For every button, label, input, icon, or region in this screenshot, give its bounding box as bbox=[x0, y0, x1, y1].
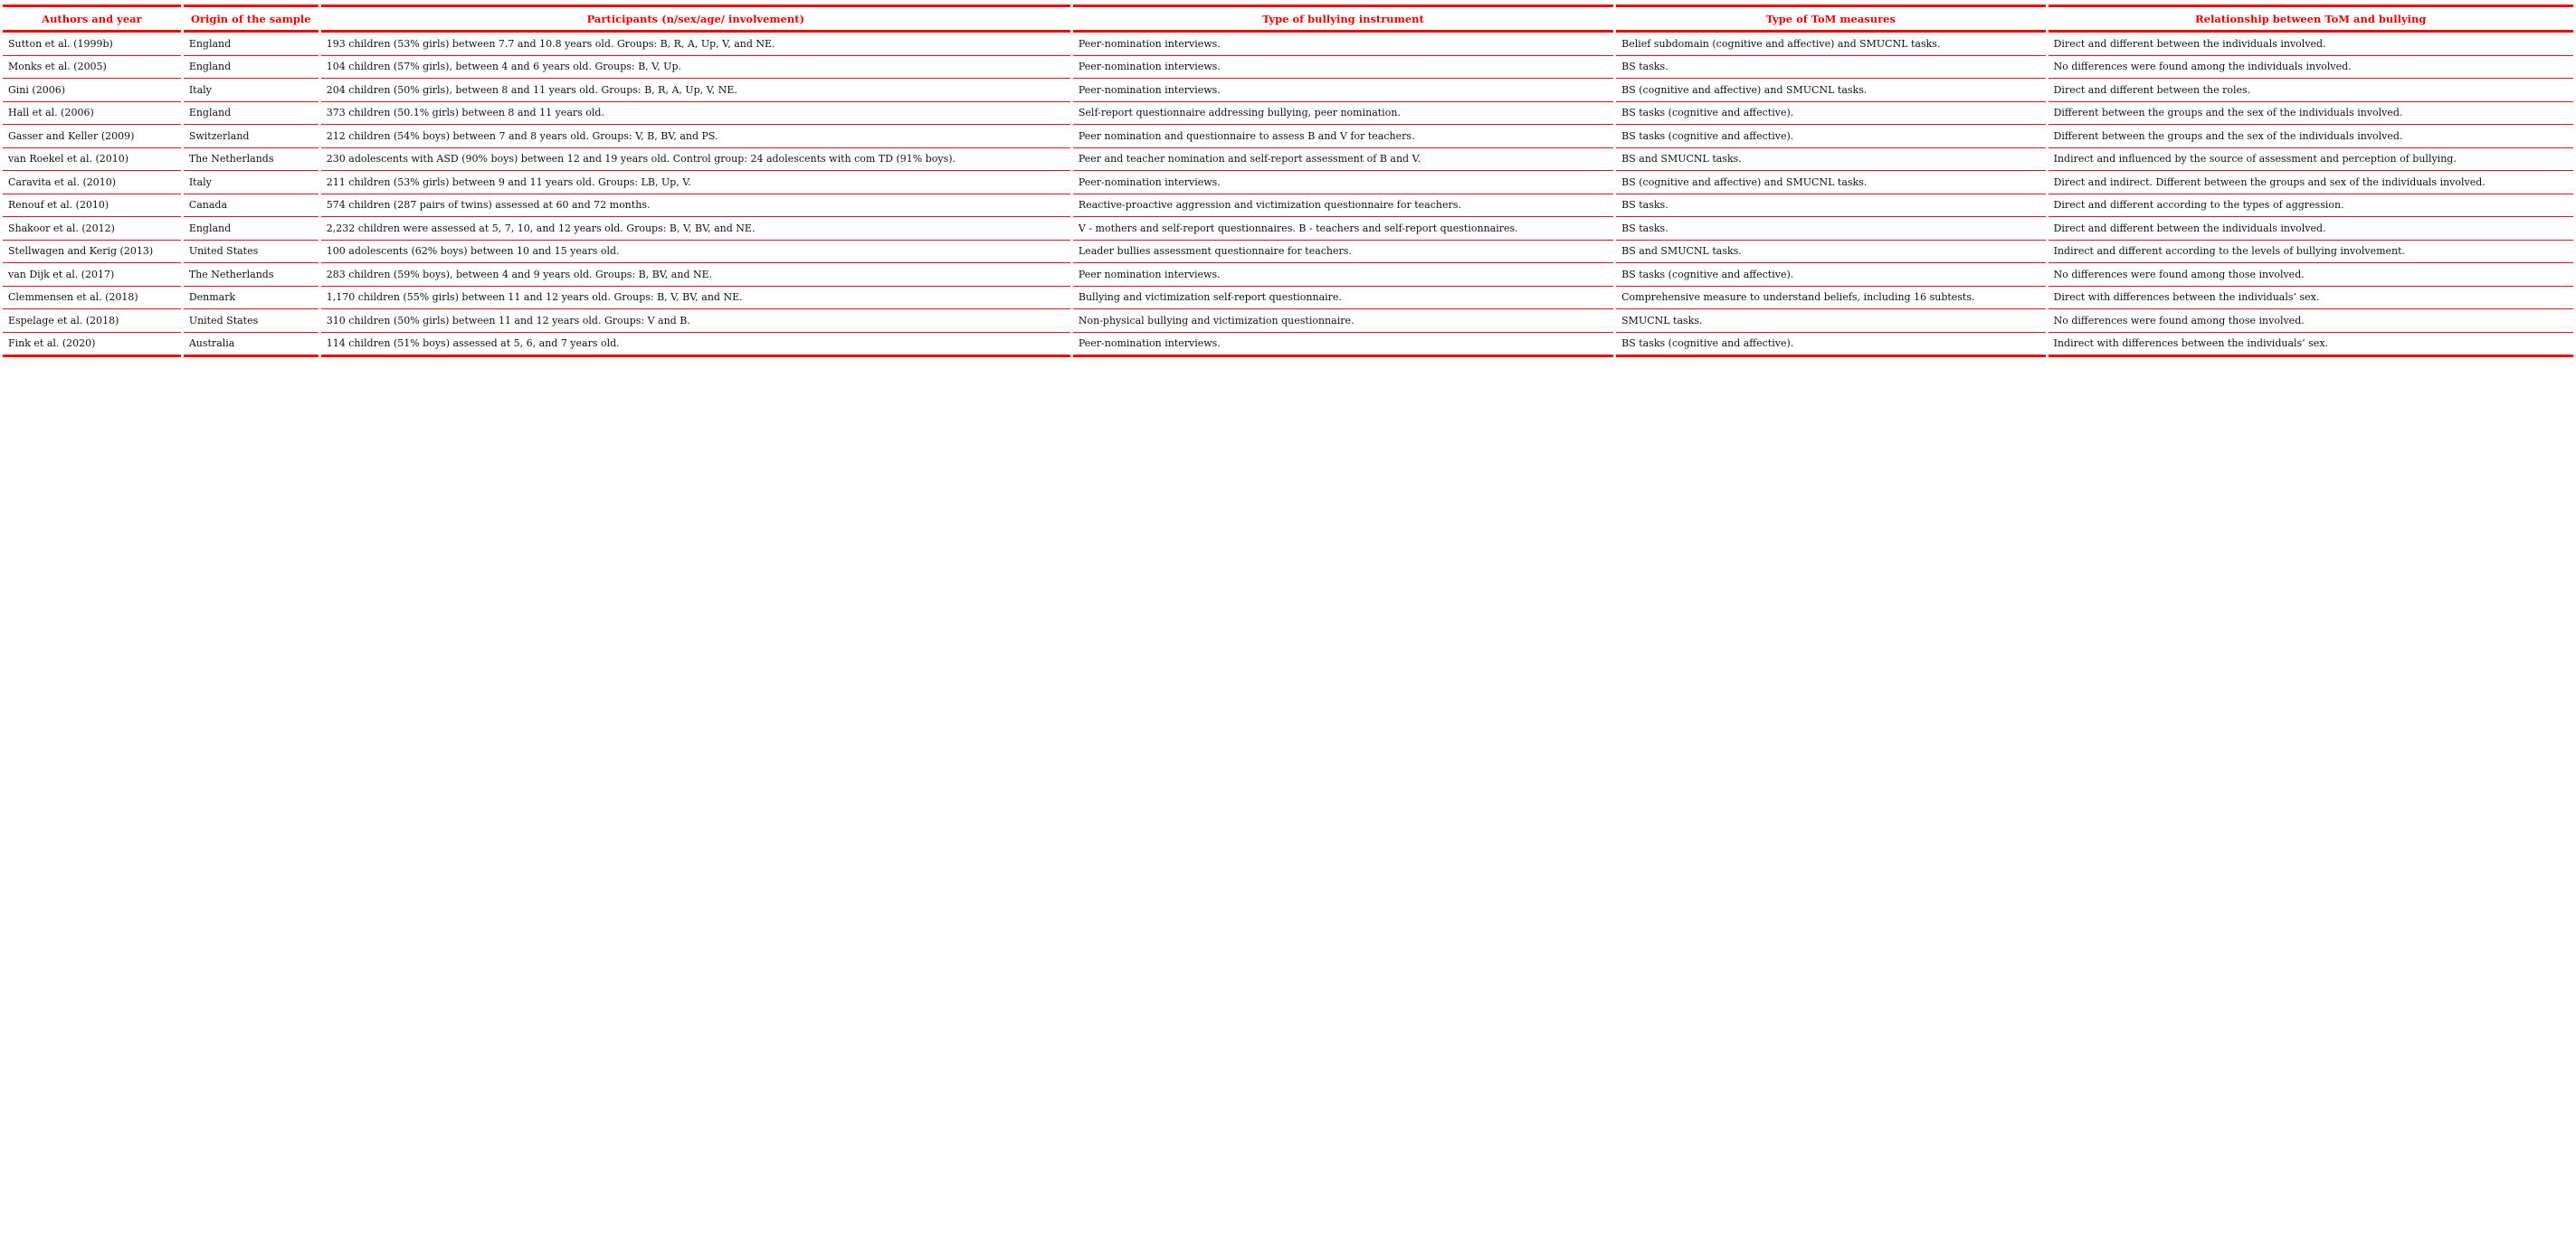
cell-origin: England bbox=[184, 56, 318, 80]
cell-participants: 310 children (50% girls) between 11 and 12 years old. Groups: V and B. bbox=[321, 309, 1070, 333]
table-row bbox=[3, 56, 2573, 80]
cell-participants: 212 children (54% boys) between 7 and 8 years old. Groups: V, B, BV, and PS. bbox=[321, 125, 1070, 148]
cell-relationship: Indirect with differences between the individuals’ sex. bbox=[2048, 333, 2573, 358]
cell-participants: 230 adolescents with ASD (90% boys) between 12 and 19 years old. Control group: 24 adolescents with com TD (91% boys). bbox=[321, 148, 1070, 172]
cell-bullying-instrument: Peer nomination interviews. bbox=[1073, 263, 1613, 287]
cell-authors-year: van Roekel et al. (2010) bbox=[3, 148, 181, 172]
cell-authors-year: Fink et al. (2020) bbox=[3, 333, 181, 358]
cell-origin: England bbox=[184, 217, 318, 241]
cell-tom-measures: BS tasks. bbox=[1616, 194, 2045, 218]
cell-relationship: Direct and different between the individuals involved. bbox=[2048, 217, 2573, 241]
cell-authors-year: Monks et al. (2005) bbox=[3, 56, 181, 80]
cell-bullying-instrument: Non-physical bullying and victimization questionnaire. bbox=[1073, 309, 1613, 333]
cell-bullying-instrument: Peer and teacher nomination and self-report assessment of B and V. bbox=[1073, 148, 1613, 172]
table-row bbox=[3, 125, 2573, 148]
cell-tom-measures: BS and SMUCNL tasks. bbox=[1616, 148, 2045, 172]
cell-bullying-instrument: Peer-nomination interviews. bbox=[1073, 33, 1613, 56]
cell-tom-measures: BS tasks (cognitive and affective). bbox=[1616, 102, 2045, 126]
header-bullying-instrument: Type of bullying instrument bbox=[1073, 5, 1613, 33]
cell-participants: 574 children (287 pairs of twins) assessed at 60 and 72 months. bbox=[321, 194, 1070, 218]
table-row bbox=[3, 148, 2573, 172]
cell-relationship: No differences were found among the individuals involved. bbox=[2048, 56, 2573, 80]
cell-relationship: Indirect and influenced by the source of assessment and perception of bullying. bbox=[2048, 148, 2573, 172]
cell-origin: Denmark bbox=[184, 287, 318, 310]
cell-participants: 114 children (51% boys) assessed at 5, 6, and 7 years old. bbox=[321, 333, 1070, 358]
cell-relationship: Indirect and different according to the levels of bullying involvement. bbox=[2048, 241, 2573, 264]
cell-bullying-instrument: V - mothers and self-report questionnaires. B - teachers and self-report questionnaires. bbox=[1073, 217, 1613, 241]
cell-tom-measures: BS (cognitive and affective) and SMUCNL tasks. bbox=[1616, 79, 2045, 102]
header-authors-year: Authors and year bbox=[3, 5, 181, 33]
cell-bullying-instrument: Bullying and victimization self-report questionnaire. bbox=[1073, 287, 1613, 310]
table-row bbox=[3, 241, 2573, 264]
cell-relationship: Different between the groups and the sex of the individuals involved. bbox=[2048, 125, 2573, 148]
cell-relationship: Direct and different between the roles. bbox=[2048, 79, 2573, 102]
cell-tom-measures: Belief subdomain (cognitive and affective) and SMUCNL tasks. bbox=[1616, 33, 2045, 56]
cell-tom-measures: BS tasks (cognitive and affective). bbox=[1616, 333, 2045, 358]
cell-participants: 283 children (59% boys), between 4 and 9 years old. Groups: B, BV, and NE. bbox=[321, 263, 1070, 287]
cell-origin: Italy bbox=[184, 171, 318, 194]
cell-bullying-instrument: Reactive-proactive aggression and victimization questionnaire for teachers. bbox=[1073, 194, 1613, 218]
cell-tom-measures: BS and SMUCNL tasks. bbox=[1616, 241, 2045, 264]
cell-bullying-instrument: Peer-nomination interviews. bbox=[1073, 56, 1613, 80]
cell-tom-measures: BS tasks (cognitive and affective). bbox=[1616, 125, 2045, 148]
cell-origin: Australia bbox=[184, 333, 318, 358]
cell-participants: 104 children (57% girls), between 4 and 6 years old. Groups: B, V, Up. bbox=[321, 56, 1070, 80]
table-row bbox=[3, 194, 2573, 218]
cell-bullying-instrument: Peer-nomination interviews. bbox=[1073, 333, 1613, 358]
cell-relationship: No differences were found among those involved. bbox=[2048, 309, 2573, 333]
table-row bbox=[3, 33, 2573, 56]
header-relationship: Relationship between ToM and bullying bbox=[2048, 5, 2573, 33]
table-body bbox=[3, 33, 2573, 357]
header-tom-measures: Type of ToM measures bbox=[1616, 5, 2045, 33]
cell-origin: England bbox=[184, 102, 318, 126]
cell-tom-measures: SMUCNL tasks. bbox=[1616, 309, 2045, 333]
cell-authors-year: Gasser and Keller (2009) bbox=[3, 125, 181, 148]
cell-authors-year: Sutton et al. (1999b) bbox=[3, 33, 181, 56]
cell-tom-measures: BS (cognitive and affective) and SMUCNL tasks. bbox=[1616, 171, 2045, 194]
header-row bbox=[3, 5, 2573, 33]
cell-participants: 211 children (53% girls) between 9 and 11 years old. Groups: LB, Up, V. bbox=[321, 171, 1070, 194]
cell-bullying-instrument: Leader bullies assessment questionnaire for teachers. bbox=[1073, 241, 1613, 264]
header-participants: Participants (n/sex/age/ involvement) bbox=[321, 5, 1070, 33]
cell-relationship: Different between the groups and the sex of the individuals involved. bbox=[2048, 102, 2573, 126]
cell-relationship: Direct with differences between the individuals’ sex. bbox=[2048, 287, 2573, 310]
cell-participants: 2,232 children were assessed at 5, 7, 10, and 12 years old. Groups: B, V, BV, and NE. bbox=[321, 217, 1070, 241]
table-row bbox=[3, 102, 2573, 126]
cell-bullying-instrument: Self-report questionnaire addressing bullying, peer nomination. bbox=[1073, 102, 1613, 126]
cell-origin: United States bbox=[184, 309, 318, 333]
cell-relationship: No differences were found among those involved. bbox=[2048, 263, 2573, 287]
table-row bbox=[3, 263, 2573, 287]
cell-participants: 100 adolescents (62% boys) between 10 and 15 years old. bbox=[321, 241, 1070, 264]
cell-authors-year: Renouf et al. (2010) bbox=[3, 194, 181, 218]
cell-bullying-instrument: Peer-nomination interviews. bbox=[1073, 171, 1613, 194]
cell-origin: England bbox=[184, 33, 318, 56]
cell-tom-measures: BS tasks. bbox=[1616, 56, 2045, 80]
cell-authors-year: Stellwagen and Kerig (2013) bbox=[3, 241, 181, 264]
cell-authors-year: Caravita et al. (2010) bbox=[3, 171, 181, 194]
cell-authors-year: Hall et al. (2006) bbox=[3, 102, 181, 126]
cell-tom-measures: Comprehensive measure to understand beliefs, including 16 subtests. bbox=[1616, 287, 2045, 310]
table-row bbox=[3, 79, 2573, 102]
table-row bbox=[3, 171, 2573, 194]
table-row bbox=[3, 287, 2573, 310]
cell-relationship: Direct and indirect. Different between the groups and sex of the individuals involved. bbox=[2048, 171, 2573, 194]
table-row bbox=[3, 309, 2573, 333]
cell-tom-measures: BS tasks. bbox=[1616, 217, 2045, 241]
cell-origin: Italy bbox=[184, 79, 318, 102]
cell-authors-year: Espelage et al. (2018) bbox=[3, 309, 181, 333]
cell-relationship: Direct and different according to the types of aggression. bbox=[2048, 194, 2573, 218]
cell-origin: The Netherlands bbox=[184, 263, 318, 287]
table-row bbox=[3, 333, 2573, 358]
cell-authors-year: Gini (2006) bbox=[3, 79, 181, 102]
cell-participants: 1,170 children (55% girls) between 11 and 12 years old. Groups: B, V, BV, and NE. bbox=[321, 287, 1070, 310]
cell-origin: The Netherlands bbox=[184, 148, 318, 172]
cell-participants: 193 children (53% girls) between 7.7 and 10.8 years old. Groups: B, R, A, Up, V, and NE. bbox=[321, 33, 1070, 56]
cell-tom-measures: BS tasks (cognitive and affective). bbox=[1616, 263, 2045, 287]
cell-bullying-instrument: Peer-nomination interviews. bbox=[1073, 79, 1613, 102]
header-origin: Origin of the sample bbox=[184, 5, 318, 33]
studies-table bbox=[0, 5, 2576, 357]
cell-authors-year: Clemmensen et al. (2018) bbox=[3, 287, 181, 310]
cell-bullying-instrument: Peer nomination and questionnaire to assess B and V for teachers. bbox=[1073, 125, 1613, 148]
cell-origin: United States bbox=[184, 241, 318, 264]
cell-relationship: Direct and different between the individuals involved. bbox=[2048, 33, 2573, 56]
cell-participants: 204 children (50% girls), between 8 and 11 years old. Groups: B, R, A, Up, V, NE. bbox=[321, 79, 1070, 102]
cell-origin: Canada bbox=[184, 194, 318, 218]
cell-authors-year: van Dijk et al. (2017) bbox=[3, 263, 181, 287]
cell-participants: 373 children (50.1% girls) between 8 and 11 years old. bbox=[321, 102, 1070, 126]
table-row bbox=[3, 217, 2573, 241]
cell-origin: Switzerland bbox=[184, 125, 318, 148]
cell-authors-year: Shakoor et al. (2012) bbox=[3, 217, 181, 241]
